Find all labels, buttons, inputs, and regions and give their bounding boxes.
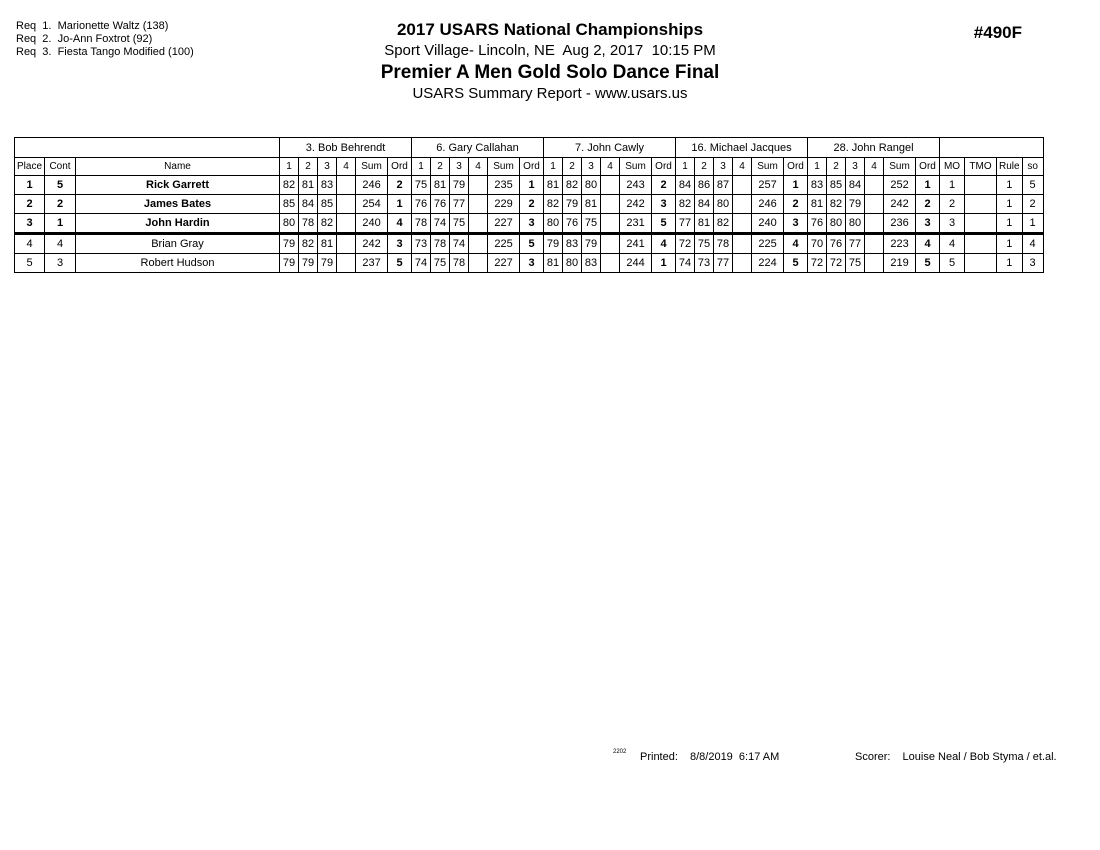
- score-cell: 84: [676, 176, 695, 195]
- col-header-right: Rule: [997, 158, 1023, 176]
- score-cell: 78: [299, 214, 318, 234]
- ord-cell: 3: [916, 214, 940, 234]
- rule-cell: 1: [997, 234, 1023, 254]
- place-cell: 3: [15, 214, 45, 234]
- score-cell: 81: [544, 254, 563, 273]
- score-cell: 87: [714, 176, 733, 195]
- score-cell: 82: [544, 195, 563, 214]
- score-cell: 79: [450, 176, 469, 195]
- col-header-judge-score: 2: [431, 158, 450, 176]
- score-cell: 80: [846, 214, 865, 234]
- ord-cell: 1: [520, 176, 544, 195]
- score-cell: 77: [450, 195, 469, 214]
- so-cell: 2: [1022, 195, 1043, 214]
- ord-cell: 4: [388, 214, 412, 234]
- mo-cell: 5: [940, 254, 965, 273]
- sum-cell: 246: [356, 176, 388, 195]
- score-cell: 84: [299, 195, 318, 214]
- rule-cell: 1: [997, 254, 1023, 273]
- sum-cell: 225: [752, 234, 784, 254]
- col-header-judge-ord: Ord: [784, 158, 808, 176]
- score-cell: 75: [695, 234, 714, 254]
- score-cell: 78: [450, 254, 469, 273]
- col-header-judge-score: 3: [714, 158, 733, 176]
- score-cell: [469, 176, 488, 195]
- sum-cell: 225: [488, 234, 520, 254]
- col-header-right: TMO: [965, 158, 997, 176]
- score-cell: 76: [563, 214, 582, 234]
- tmo-cell: [965, 254, 997, 273]
- col-header-judge-score: 1: [412, 158, 431, 176]
- table-corner-left: [15, 138, 280, 158]
- sum-cell: 252: [884, 176, 916, 195]
- score-cell: 80: [544, 214, 563, 234]
- score-cell: 81: [318, 234, 337, 254]
- printed-label: Printed:: [640, 751, 678, 763]
- col-header-judge-score: 3: [846, 158, 865, 176]
- col-header-judge-sum: Sum: [620, 158, 652, 176]
- col-header-cont: Cont: [45, 158, 76, 176]
- score-cell: 82: [714, 214, 733, 234]
- score-cell: 79: [299, 254, 318, 273]
- sum-cell: 246: [752, 195, 784, 214]
- score-cell: [865, 195, 884, 214]
- score-cell: 77: [676, 214, 695, 234]
- ord-cell: 5: [388, 254, 412, 273]
- sum-cell: 229: [488, 195, 520, 214]
- score-cell: 82: [280, 176, 299, 195]
- ord-cell: 4: [784, 234, 808, 254]
- tmo-cell: [965, 214, 997, 234]
- col-header-judge-score: 2: [695, 158, 714, 176]
- sum-cell: 231: [620, 214, 652, 234]
- col-header-judge-score: 3: [318, 158, 337, 176]
- sum-cell: 240: [752, 214, 784, 234]
- score-cell: 81: [695, 214, 714, 234]
- sum-cell: 242: [884, 195, 916, 214]
- score-cell: [337, 214, 356, 234]
- score-cell: 77: [846, 234, 865, 254]
- score-cell: 79: [318, 254, 337, 273]
- sum-cell: 240: [356, 214, 388, 234]
- sum-cell: 242: [356, 234, 388, 254]
- score-cell: 80: [563, 254, 582, 273]
- score-cell: 75: [582, 214, 601, 234]
- score-cell: 82: [299, 234, 318, 254]
- required-dance-item: Req 2. Jo-Ann Foxtrot (92): [16, 33, 153, 45]
- score-cell: 74: [431, 214, 450, 234]
- score-cell: [733, 254, 752, 273]
- score-cell: 80: [827, 214, 846, 234]
- ord-cell: 4: [916, 234, 940, 254]
- col-header-name: Name: [76, 158, 280, 176]
- table-row: [15, 214, 1044, 234]
- score-cell: 75: [412, 176, 431, 195]
- venue-datetime: Sport Village- Lincoln, NE Aug 2, 2017 10:15 PM: [384, 42, 716, 59]
- score-cell: 80: [582, 176, 601, 195]
- scorer-value: Louise Neal / Bob Styma / et.al.: [902, 751, 1057, 763]
- rule-cell: 1: [997, 214, 1023, 234]
- name-cell: Robert Hudson: [76, 254, 280, 273]
- col-header-place: Place: [15, 158, 45, 176]
- score-cell: [337, 254, 356, 273]
- judge-header-row: [15, 138, 1044, 158]
- score-cell: 79: [846, 195, 865, 214]
- col-header-right: MO: [940, 158, 965, 176]
- col-header-judge-ord: Ord: [652, 158, 676, 176]
- ord-cell: 5: [916, 254, 940, 273]
- col-header-judge-score: 4: [601, 158, 620, 176]
- ord-cell: 2: [652, 176, 676, 195]
- score-cell: 84: [695, 195, 714, 214]
- name-cell: Rick Garrett: [76, 176, 280, 195]
- score-cell: 82: [318, 214, 337, 234]
- score-cell: 73: [412, 234, 431, 254]
- col-header-judge-score: 4: [337, 158, 356, 176]
- col-header-right: so: [1022, 158, 1043, 176]
- col-header-judge-score: 1: [544, 158, 563, 176]
- ord-cell: 1: [784, 176, 808, 195]
- mo-cell: 3: [940, 214, 965, 234]
- place-cell: 2: [15, 195, 45, 214]
- cont-cell: 2: [45, 195, 76, 214]
- score-cell: [337, 234, 356, 254]
- ord-cell: 3: [388, 234, 412, 254]
- ord-cell: 4: [652, 234, 676, 254]
- score-cell: 81: [544, 176, 563, 195]
- score-cell: 77: [714, 254, 733, 273]
- sum-cell: 242: [620, 195, 652, 214]
- ord-cell: 5: [652, 214, 676, 234]
- report-subtitle: USARS Summary Report - www.usars.us: [412, 85, 688, 102]
- col-header-judge-sum: Sum: [884, 158, 916, 176]
- event-title: Premier A Men Gold Solo Dance Final: [380, 62, 720, 83]
- cont-cell: 4: [45, 234, 76, 254]
- rule-cell: 1: [997, 195, 1023, 214]
- score-cell: 82: [563, 176, 582, 195]
- score-cell: 75: [431, 254, 450, 273]
- score-cell: 78: [412, 214, 431, 234]
- score-cell: 85: [827, 176, 846, 195]
- ord-cell: 3: [784, 214, 808, 234]
- report-header: [0, 20, 1100, 104]
- score-cell: 70: [808, 234, 827, 254]
- mo-cell: 2: [940, 195, 965, 214]
- footer-version: 2202: [613, 749, 627, 755]
- col-header-judge-score: 2: [563, 158, 582, 176]
- ord-cell: 3: [520, 254, 544, 273]
- score-cell: 79: [544, 234, 563, 254]
- score-cell: 76: [431, 195, 450, 214]
- score-cell: [601, 254, 620, 273]
- score-cell: 79: [563, 195, 582, 214]
- sum-cell: 237: [356, 254, 388, 273]
- cont-cell: 1: [45, 214, 76, 234]
- score-cell: 79: [280, 254, 299, 273]
- so-cell: 5: [1022, 176, 1043, 195]
- tmo-cell: [965, 234, 997, 254]
- ord-cell: 1: [916, 176, 940, 195]
- col-header-judge-ord: Ord: [388, 158, 412, 176]
- score-cell: 76: [412, 195, 431, 214]
- score-cell: 75: [450, 214, 469, 234]
- score-cell: 78: [431, 234, 450, 254]
- col-header-judge-score: 1: [676, 158, 695, 176]
- sum-cell: 254: [356, 195, 388, 214]
- so-cell: 3: [1022, 254, 1043, 273]
- score-cell: 83: [563, 234, 582, 254]
- score-cell: 81: [299, 176, 318, 195]
- score-cell: 74: [412, 254, 431, 273]
- table-corner-right: [940, 138, 1044, 158]
- scorer-label: Scorer:: [855, 751, 891, 763]
- col-header-judge-sum: Sum: [356, 158, 388, 176]
- score-cell: 72: [676, 234, 695, 254]
- table-row: [15, 254, 1044, 273]
- score-cell: 82: [676, 195, 695, 214]
- scorer-info: [855, 751, 1057, 763]
- sum-cell: 243: [620, 176, 652, 195]
- score-cell: 83: [808, 176, 827, 195]
- col-header-judge-score: 2: [827, 158, 846, 176]
- score-cell: [865, 214, 884, 234]
- col-header-judge-score: 4: [469, 158, 488, 176]
- required-dance-item: Req 3. Fiesta Tango Modified (100): [16, 46, 194, 58]
- judge-name-header: 28. John Rangel: [808, 138, 940, 158]
- score-cell: [469, 195, 488, 214]
- printed-info: [640, 751, 779, 763]
- score-cell: [865, 234, 884, 254]
- ord-cell: 5: [520, 234, 544, 254]
- score-cell: [733, 214, 752, 234]
- judge-name-header: 16. Michael Jacques: [676, 138, 808, 158]
- mo-cell: 1: [940, 176, 965, 195]
- ord-cell: 1: [652, 254, 676, 273]
- ord-cell: 2: [784, 195, 808, 214]
- results-table-container: [14, 137, 1044, 273]
- score-cell: 76: [827, 234, 846, 254]
- score-cell: [601, 195, 620, 214]
- sum-cell: 244: [620, 254, 652, 273]
- table-row: [15, 195, 1044, 214]
- col-header-judge-score: 3: [582, 158, 601, 176]
- score-cell: [733, 195, 752, 214]
- ord-cell: 5: [784, 254, 808, 273]
- ord-cell: 2: [520, 195, 544, 214]
- score-cell: 72: [827, 254, 846, 273]
- event-number: #490F: [973, 23, 1022, 42]
- score-cell: 74: [450, 234, 469, 254]
- sum-cell: 241: [620, 234, 652, 254]
- score-cell: [337, 195, 356, 214]
- score-cell: [601, 176, 620, 195]
- score-cell: [469, 254, 488, 273]
- sum-cell: 235: [488, 176, 520, 195]
- ord-cell: 2: [916, 195, 940, 214]
- score-cell: 83: [318, 176, 337, 195]
- sum-cell: 223: [884, 234, 916, 254]
- col-header-judge-score: 4: [733, 158, 752, 176]
- judge-name-header: 6. Gary Callahan: [412, 138, 544, 158]
- so-cell: 1: [1022, 214, 1043, 234]
- score-cell: 81: [431, 176, 450, 195]
- name-cell: Brian Gray: [76, 234, 280, 254]
- score-cell: [733, 176, 752, 195]
- score-cell: [469, 214, 488, 234]
- col-header-judge-score: 3: [450, 158, 469, 176]
- col-header-judge-ord: Ord: [520, 158, 544, 176]
- championship-title: 2017 USARS National Championships: [396, 20, 704, 39]
- col-header-judge-score: 2: [299, 158, 318, 176]
- score-cell: 78: [714, 234, 733, 254]
- ord-cell: 1: [388, 195, 412, 214]
- ord-cell: 3: [652, 195, 676, 214]
- col-header-judge-ord: Ord: [916, 158, 940, 176]
- cont-cell: 3: [45, 254, 76, 273]
- col-header-judge-score: 4: [865, 158, 884, 176]
- col-header-judge-sum: Sum: [488, 158, 520, 176]
- score-cell: 80: [280, 214, 299, 234]
- score-cell: 81: [582, 195, 601, 214]
- judge-name-header: 7. John Cawly: [544, 138, 676, 158]
- score-cell: 80: [714, 195, 733, 214]
- rule-cell: 1: [997, 176, 1023, 195]
- tmo-cell: [965, 195, 997, 214]
- printed-value: 8/8/2019 6:17 AM: [689, 751, 780, 763]
- score-cell: 82: [827, 195, 846, 214]
- score-cell: [601, 214, 620, 234]
- name-cell: John Hardin: [76, 214, 280, 234]
- score-cell: 75: [846, 254, 865, 273]
- sum-cell: 227: [488, 254, 520, 273]
- score-cell: 74: [676, 254, 695, 273]
- score-cell: [469, 234, 488, 254]
- place-cell: 4: [15, 234, 45, 254]
- cont-cell: 5: [45, 176, 76, 195]
- score-cell: 85: [318, 195, 337, 214]
- results-table-body: [15, 138, 1044, 273]
- col-header-judge-score: 1: [280, 158, 299, 176]
- score-cell: [865, 176, 884, 195]
- table-row: [15, 176, 1044, 195]
- table-row: [15, 234, 1044, 254]
- sum-cell: 227: [488, 214, 520, 234]
- score-cell: 85: [280, 195, 299, 214]
- score-cell: 84: [846, 176, 865, 195]
- ord-cell: 2: [388, 176, 412, 195]
- sum-cell: 257: [752, 176, 784, 195]
- required-dance-item: Req 1. Marionette Waltz (138): [16, 20, 169, 32]
- report-footer: [0, 750, 1100, 768]
- score-cell: 81: [808, 195, 827, 214]
- judge-name-header: 3. Bob Behrendt: [280, 138, 412, 158]
- mo-cell: 4: [940, 234, 965, 254]
- score-cell: 86: [695, 176, 714, 195]
- col-header-judge-sum: Sum: [752, 158, 784, 176]
- col-header-judge-score: 1: [808, 158, 827, 176]
- sum-cell: 224: [752, 254, 784, 273]
- score-cell: 83: [582, 254, 601, 273]
- score-cell: [865, 254, 884, 273]
- results-table: [14, 137, 1044, 273]
- score-cell: [337, 176, 356, 195]
- score-cell: 79: [280, 234, 299, 254]
- place-cell: 5: [15, 254, 45, 273]
- score-cell: 76: [808, 214, 827, 234]
- score-cell: 79: [582, 234, 601, 254]
- ord-cell: 3: [520, 214, 544, 234]
- place-cell: 1: [15, 176, 45, 195]
- tmo-cell: [965, 176, 997, 195]
- name-cell: James Bates: [76, 195, 280, 214]
- sum-cell: 236: [884, 214, 916, 234]
- score-cell: [601, 234, 620, 254]
- score-cell: 72: [808, 254, 827, 273]
- sum-cell: 219: [884, 254, 916, 273]
- column-header-row: [15, 158, 1044, 176]
- score-cell: 73: [695, 254, 714, 273]
- so-cell: 4: [1022, 234, 1043, 254]
- score-cell: [733, 234, 752, 254]
